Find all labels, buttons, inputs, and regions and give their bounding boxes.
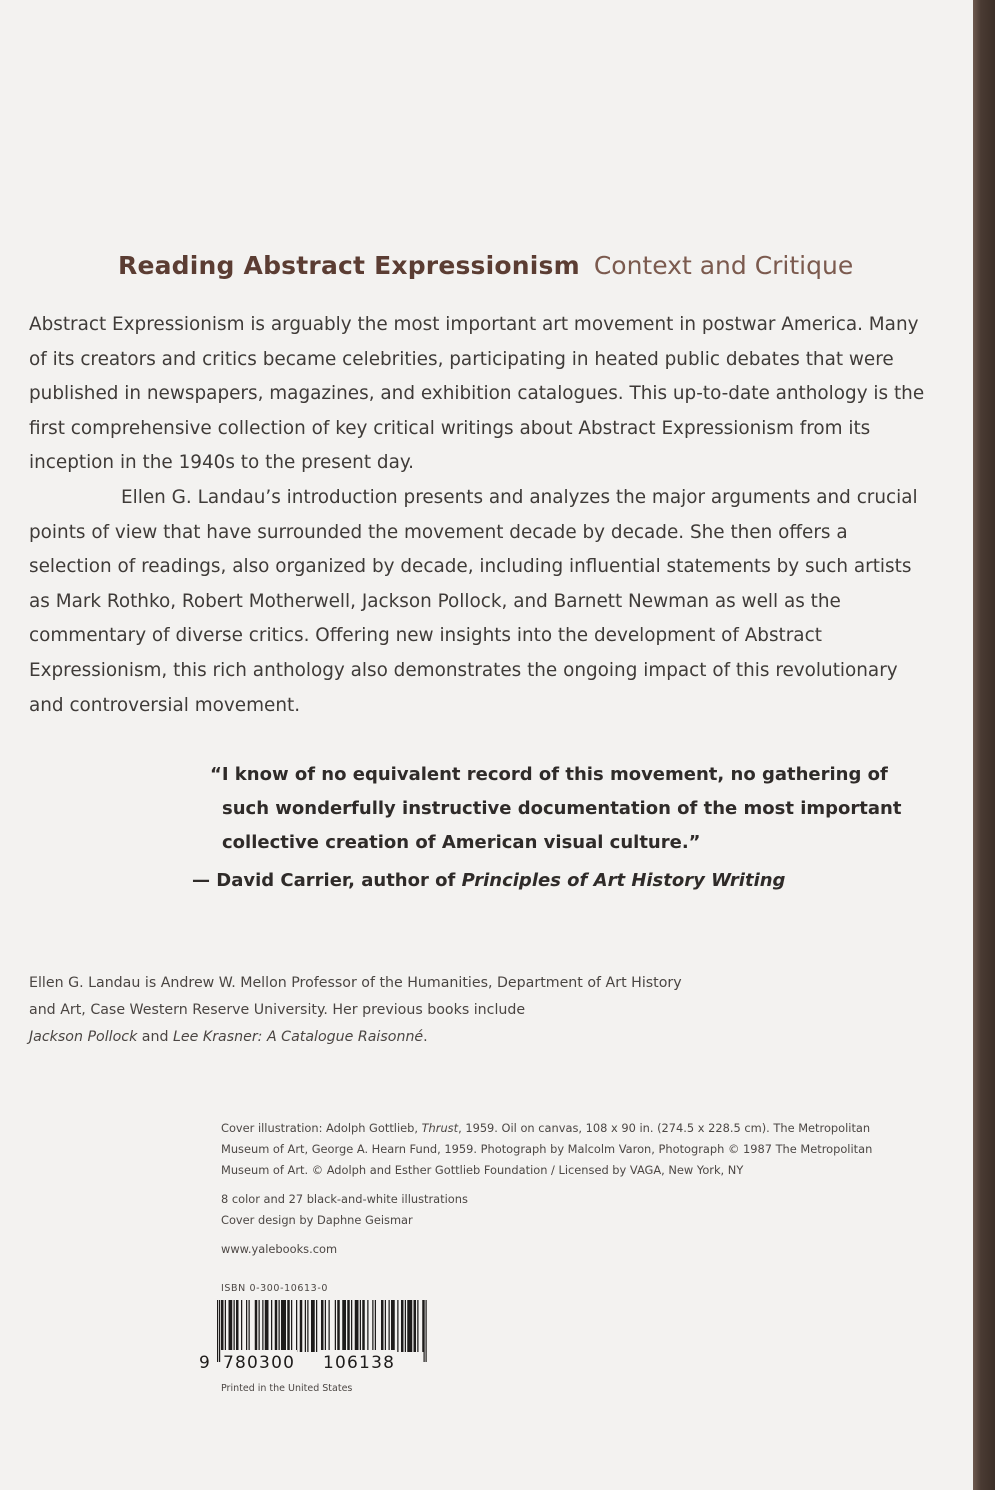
publisher-website: www.yalebooks.com [221,1242,338,1256]
illustrations-note: 8 color and 27 black-and-white illustrations [221,1192,468,1206]
book-title [118,250,853,282]
barcode-bar [307,1300,308,1352]
attribution-prefix: — David Carrier, author of [192,870,462,891]
barcode-bar [249,1300,250,1352]
barcode-bar [234,1300,235,1352]
barcode-bar [389,1300,390,1352]
cover-credit-work: Thrust [421,1121,459,1135]
barcode-bar [375,1300,376,1352]
barcode-bar [279,1300,280,1352]
barcode-bar [405,1300,406,1352]
barcode-bar [225,1300,226,1352]
barcode-group-1: 780300 [221,1350,297,1376]
cover-design-note: Cover design by Daphne Geismar [221,1213,413,1227]
barcode-bar [246,1300,247,1352]
barcode-bar [391,1300,395,1352]
barcode-bar [385,1300,386,1352]
barcode-bar [337,1300,340,1352]
barcode-bar [241,1300,242,1352]
barcode-bar [255,1300,258,1352]
barcode-bar [362,1300,365,1352]
title-main: Reading Abstract Expressionism [118,251,580,280]
barcode-bar [305,1300,306,1352]
barcode-bar [287,1300,290,1352]
barcode-bar [229,1300,233,1352]
bio-book-2: Lee Krasner: A Catalogue Raisonné [173,1029,424,1045]
printed-in: Printed in the United States [221,1383,353,1394]
book-description [29,308,929,723]
book-spine-edge [973,0,995,1490]
barcode-bar [271,1300,272,1352]
cover-credit-prefix: Cover illustration: Adolph Gottlieb, [221,1121,422,1135]
barcode-bar [372,1300,373,1352]
credits [221,1118,921,1260]
barcode-bar [265,1300,269,1352]
barcode-bar [259,1300,260,1352]
author-bio [29,970,689,1051]
barcode-bar [417,1300,418,1352]
barcode-bar [311,1300,315,1352]
bio-book-1: Jackson Pollock [29,1029,138,1045]
barcode-bar [335,1300,336,1352]
quote-attribution [192,864,930,898]
barcode-bar [407,1300,412,1352]
barcode-bar [401,1300,404,1352]
barcode-bar [281,1300,286,1352]
barcode-bar [397,1300,398,1352]
isbn-label: ISBN 0-300-10613-0 [221,1283,329,1294]
description-paragraph-1: Abstract Expressionism is arguably the most important art movement in postwar America. Many of its creators and critics became celebrities, participating in heated public debates that were published in newspapers, magazines, and exhibition catalogues. This up-to-date anthology is the first comprehensive collection of key critical writings about Abstract Expressionism from its inception in the 1940s to the present day. [29,314,925,474]
barcode-bar [422,1300,423,1352]
barcode-bar [296,1300,297,1352]
barcode-bar [414,1300,417,1352]
barcode-bar [360,1300,361,1352]
barcode-bar [262,1300,263,1352]
barcode-bar [342,1300,346,1352]
barcode-bar [381,1300,384,1352]
barcode-bar [316,1300,317,1352]
barcode-bar [221,1300,224,1352]
barcode-digits [195,1350,435,1376]
bio-text: Ellen G. Landau is Andrew W. Mellon Professor of the Humanities, Department of Art History and Art, Case Western Reserve University. Her previous books include [29,975,682,1018]
barcode-bar [321,1300,324,1352]
title-subtitle: Context and Critique [593,251,854,280]
quote-text: “I know of no equivalent record of this movement, no gathering of such wonderfully instructive documentation of the most important collective creation of American visual culture.” [210,764,902,853]
barcode-bar [291,1300,292,1352]
attribution-work: Principles of Art History Writing [461,870,786,891]
barcode-bar [329,1300,330,1352]
bio-conjunction: and [137,1029,174,1045]
blurb-quote [192,758,930,898]
barcode-bar [236,1300,239,1352]
description-paragraph-2: Ellen G. Landau’s introduction presents and analyzes the major arguments and crucial points of view that have surrounded the movement decade by decade. She then offers a selection of readings, also organized by decade, including influential statements by such artists as Mark Rothko, Robert Motherwell, Jackson Pollock, and Barnett Newman as well as the commentary of diverse critics. Offering new insights into the development of Abstract Expressionism, this rich anthology also demonstrates the ongoing impact of this revolutionary and controversial movement. [29,486,918,716]
barcode-bar [325,1300,326,1352]
barcode-group-2: 106138 [321,1350,397,1376]
barcode-bar [367,1300,368,1352]
cover-credit [221,1118,921,1181]
barcode-bar [347,1300,350,1352]
cover-credit-rest: , 1959. Oil on canvas, 108 x 90 in. (274.5 x 228.5 cm). The Metropolitan Museum of Art, George A. Hearn Fund, 1959. Photograph by Malcolm Varon, Photograph © 1987 The Metropolitan Museum of Art. © Adolph and Esther Gottlieb Foundation / Licensed by VAGA, New York, NY [221,1121,873,1177]
bio-end: . [423,1029,428,1045]
isbn-barcode [195,1300,435,1380]
barcode-lead-digit: 9 [199,1353,210,1373]
barcode-bar [351,1300,352,1352]
barcode-bar [355,1300,359,1352]
barcode-bar [300,1300,303,1352]
barcode-bar [275,1300,278,1352]
